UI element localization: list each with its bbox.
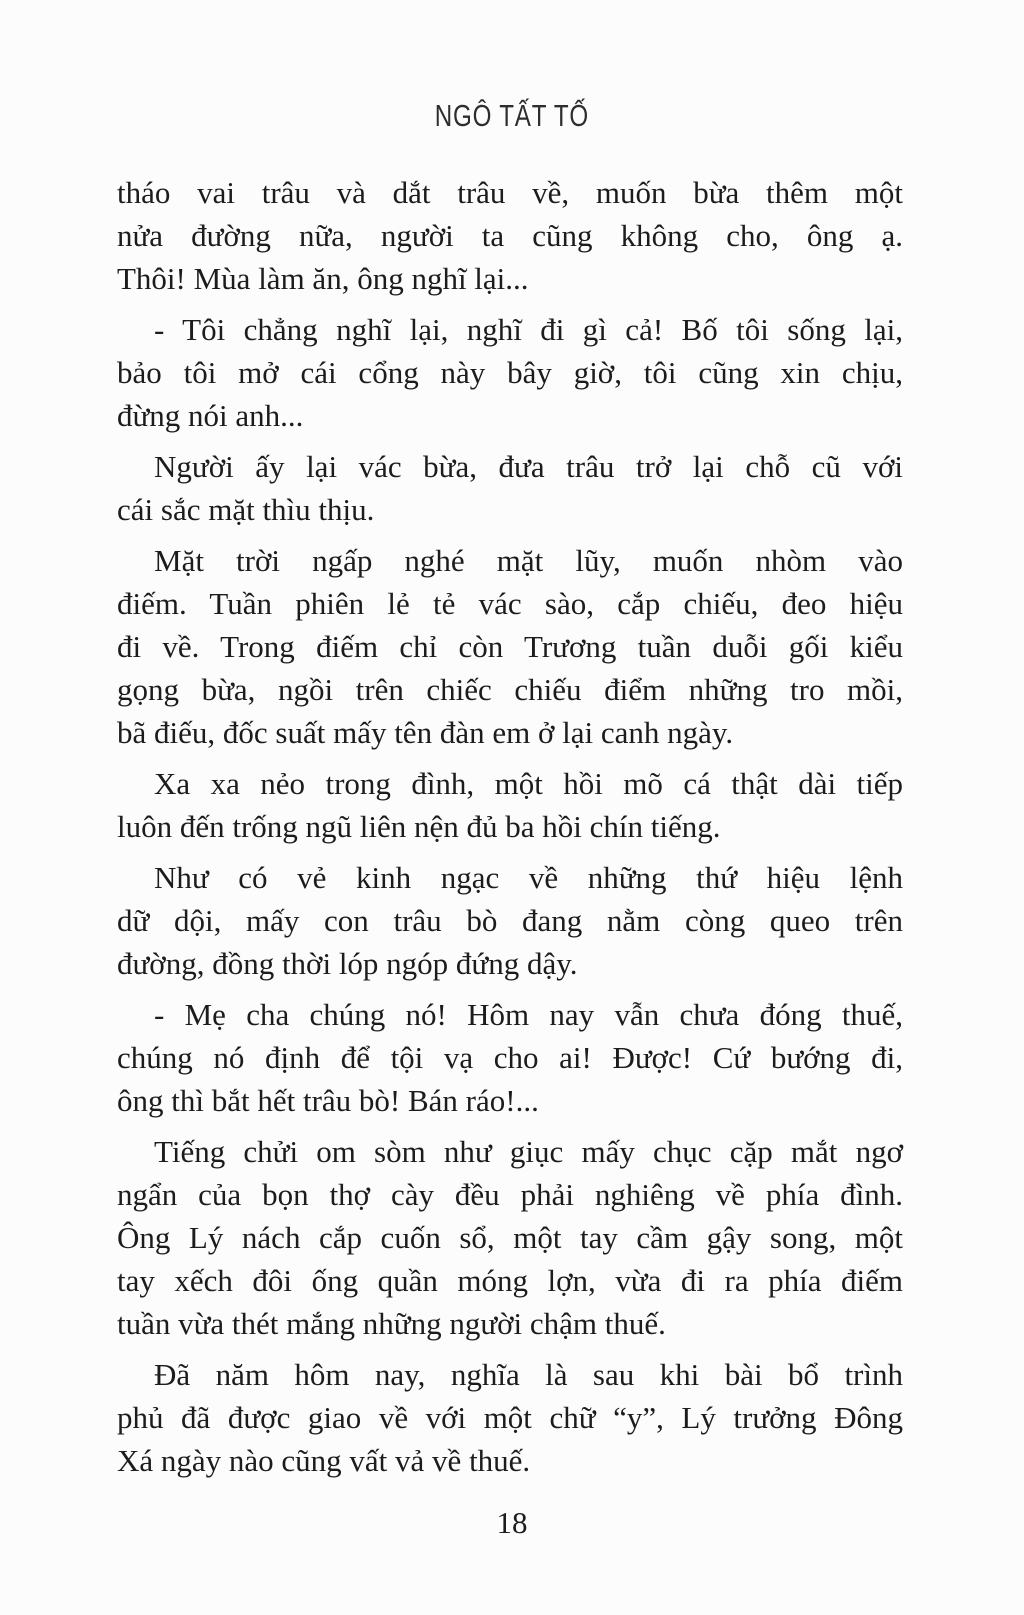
page-body-text bbox=[117, 171, 903, 1482]
text-line: đi về. Trong điếm chỉ còn Trương tuần duỗi gối kiểu bbox=[117, 629, 903, 664]
text-line: đừng nói anh... bbox=[117, 398, 304, 433]
text-line: Xá ngày nào cũng vất vả về thuế. bbox=[117, 1443, 531, 1478]
text-line: Người ấy lại vác bừa, đưa trâu trở lại chỗ cũ với bbox=[154, 449, 903, 484]
paragraph bbox=[117, 993, 903, 1122]
paragraph bbox=[117, 1353, 903, 1482]
paragraph bbox=[117, 1130, 903, 1345]
text-line: dữ dội, mấy con trâu bò đang nằm còng queo trên bbox=[117, 903, 903, 938]
text-line: phủ đã được giao về với một chữ “y”, Lý trưởng Đông bbox=[117, 1400, 903, 1435]
running-header bbox=[0, 98, 1024, 134]
text-line: Ông Lý nách cắp cuốn sổ, một tay cầm gậy song, một bbox=[117, 1220, 903, 1255]
text-line: nửa đường nữa, người ta cũng không cho, ông ạ. bbox=[117, 218, 903, 253]
paragraph bbox=[117, 171, 903, 300]
text-line: tháo vai trâu và dắt trâu về, muốn bừa thêm một bbox=[117, 175, 903, 210]
text-line: Đã năm hôm nay, nghĩa là sau khi bài bổ trình bbox=[154, 1357, 903, 1392]
text-line: Mặt trời ngấp nghé mặt lũy, muốn nhòm vào bbox=[154, 543, 903, 578]
page-number: 18 bbox=[496, 1505, 528, 1540]
text-line: tuần vừa thét mắng những người chậm thuế. bbox=[117, 1306, 666, 1341]
text-line: tay xếch đôi ống quần móng lợn, vừa đi ra phía điếm bbox=[117, 1263, 903, 1298]
text-line: chúng nó định để tội vạ cho ai! Được! Cứ bướng đi, bbox=[117, 1040, 903, 1075]
paragraph bbox=[117, 308, 903, 437]
text-line: luôn đến trống ngũ liên nện đủ ba hồi chín tiếng. bbox=[117, 809, 721, 844]
text-line: Như có vẻ kinh ngạc về những thứ hiệu lệnh bbox=[154, 860, 903, 895]
text-line: bã điếu, đốc suất mấy tên đàn em ở lại canh ngày. bbox=[117, 715, 734, 750]
text-line: ông thì bắt hết trâu bò! Bán ráo!... bbox=[117, 1083, 539, 1118]
text-line: ngẩn của bọn thợ cày đều phải nghiêng về phía đình. bbox=[117, 1177, 903, 1212]
text-line: cái sắc mặt thìu thịu. bbox=[117, 492, 375, 527]
paragraph bbox=[117, 856, 903, 985]
text-line: bảo tôi mở cái cổng này bây giờ, tôi cũng xin chịu, bbox=[117, 355, 903, 390]
paragraph bbox=[117, 539, 903, 754]
text-line: Tiếng chửi om sòm như giục mấy chục cặp mắt ngơ bbox=[154, 1134, 903, 1169]
paragraph bbox=[117, 762, 903, 848]
author-name: NGÔ TẤT TỐ bbox=[434, 98, 590, 133]
text-line: điếm. Tuần phiên lẻ tẻ vác sào, cắp chiếu, đeo hiệu bbox=[117, 586, 903, 621]
text-line: đường, đồng thời lóp ngóp đứng dậy. bbox=[117, 946, 578, 981]
paragraph bbox=[117, 445, 903, 531]
text-line: - Mẹ cha chúng nó! Hôm nay vẫn chưa đóng thuế, bbox=[154, 997, 903, 1032]
text-line: Xa xa nẻo trong đình, một hồi mõ cá thật dài tiếp bbox=[154, 766, 903, 801]
text-line: - Tôi chẳng nghĩ lại, nghĩ đi gì cả! Bố tôi sống lại, bbox=[154, 312, 903, 347]
text-line: Thôi! Mùa làm ăn, ông nghĩ lại... bbox=[117, 261, 529, 296]
text-line: gọng bừa, ngồi trên chiếc chiếu điểm những tro mồi, bbox=[117, 672, 903, 707]
